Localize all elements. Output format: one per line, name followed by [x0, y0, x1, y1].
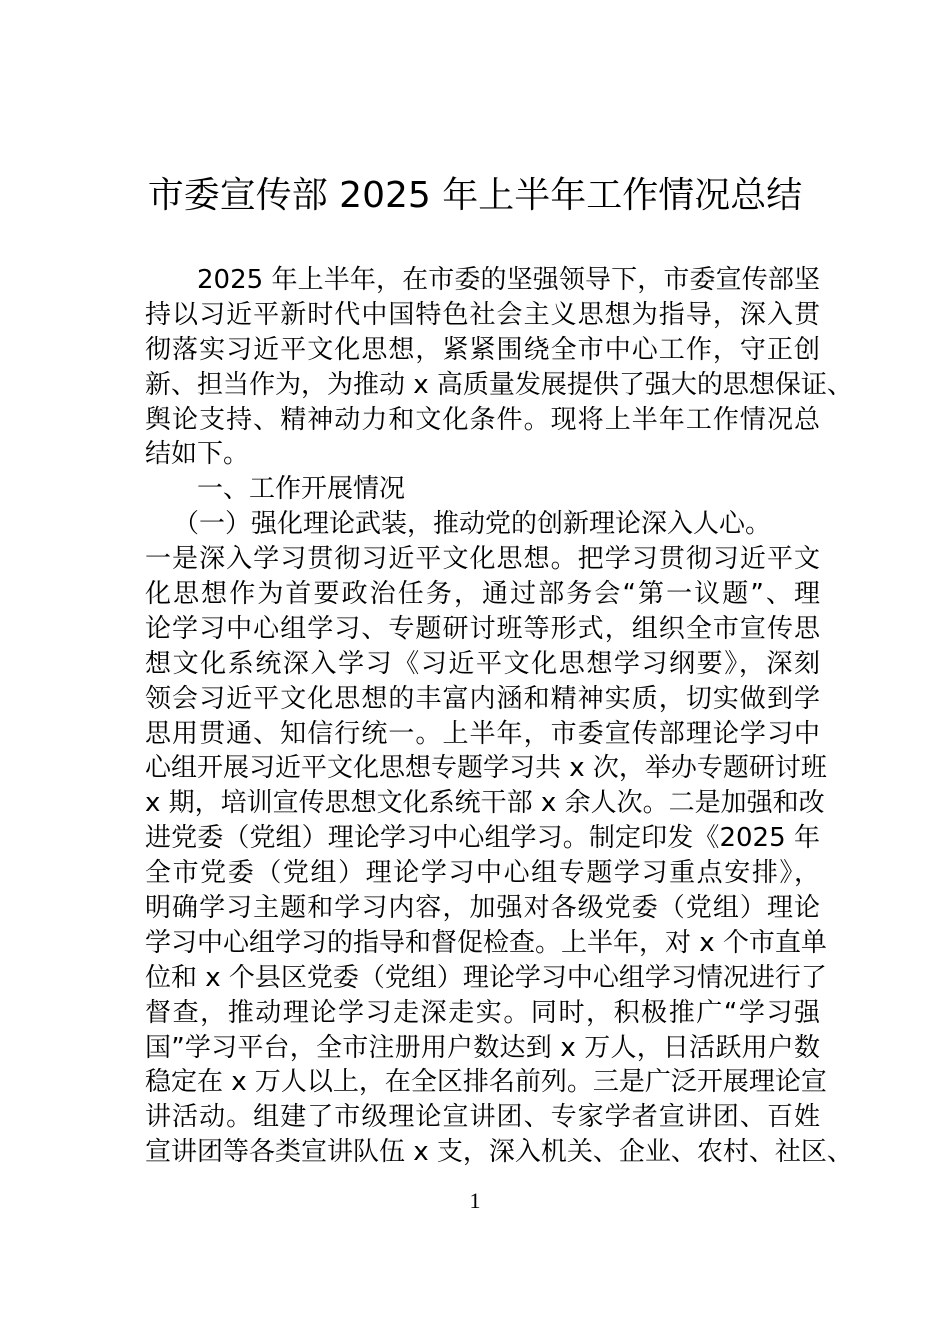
body-line: 督查，推动理论学习走深走实。同时，积极推广“学习强: [145, 997, 820, 1028]
body-line: 国”学习平台，全市注册用户数达到 x 万人，日活跃用户数: [145, 1032, 820, 1063]
body-line: 一是深入学习贯彻习近平文化思想。把学习贯彻习近平文: [145, 544, 820, 575]
body-line: 化思想作为首要政治任务，通过部务会“第一议题”、理: [145, 579, 820, 610]
body-line: 全市党委（党组）理论学习中心组专题学习重点安排》，: [145, 858, 820, 889]
body-line: 彻落实习近平文化思想，紧紧围绕全市中心工作，守正创: [145, 334, 820, 365]
body-line: 新、担当作为，为推动 x 高质量发展提供了强大的思想保证、: [145, 369, 853, 400]
body-line: 明确学习主题和学习内容，加强对各级党委（党组）理论: [145, 893, 820, 924]
body-line: 持以习近平新时代中国特色社会主义思想为指导，深入贯: [145, 299, 820, 330]
document-title: 市委宣传部 2025 年上半年工作情况总结: [147, 175, 803, 216]
body-line: 进党委（党组）理论学习中心组学习。制定印发《2025 年: [145, 823, 820, 854]
body-line: 稳定在 x 万人以上，在全区排名前列。三是广泛开展理论宣: [145, 1067, 827, 1098]
body-line: 思用贯通、知信行统一。上半年，市委宣传部理论学习中: [145, 718, 820, 749]
page-number: 1: [469, 1188, 481, 1213]
subsection-heading: （一）强化理论武装，推动党的创新理论深入人心。: [173, 509, 772, 540]
section-heading: 一、工作开展情况: [197, 474, 406, 505]
body-line: x 期，培训宣传思想文化系统干部 x 余人次。二是加强和改: [145, 788, 825, 819]
body-line: 舆论支持、精神动力和文化条件。现将上半年工作情况总: [145, 404, 820, 435]
body-line: 论学习中心组学习、专题研讨班等形式，组织全市宣传思: [145, 613, 820, 644]
body-line: 学习中心组学习的指导和督促检查。上半年，对 x 个市直单: [145, 927, 827, 958]
body-line: 讲活动。组建了市级理论宣讲团、专家学者宣讲团、百姓: [145, 1102, 820, 1133]
body-line: 2025 年上半年，在市委的坚强领导下，市委宣传部坚: [197, 265, 820, 295]
body-line: 心组开展习近平文化思想专题学习共 x 次，举办专题研讨班: [145, 753, 827, 784]
body-line: 想文化系统深入学习《习近平文化思想学习纲要》，深刻: [145, 648, 820, 679]
document-body: [145, 263, 853, 1170]
body-line: 领会习近平文化思想的丰富内涵和精神实质，切实做到学: [145, 683, 820, 714]
body-line: 结如下。: [145, 439, 250, 470]
body-line: 位和 x 个县区党委（党组）理论学习中心组学习情况进行了: [145, 962, 827, 993]
body-line: 宣讲团等各类宣讲队伍 x 支，深入机关、企业、农村、社区、: [145, 1137, 853, 1168]
